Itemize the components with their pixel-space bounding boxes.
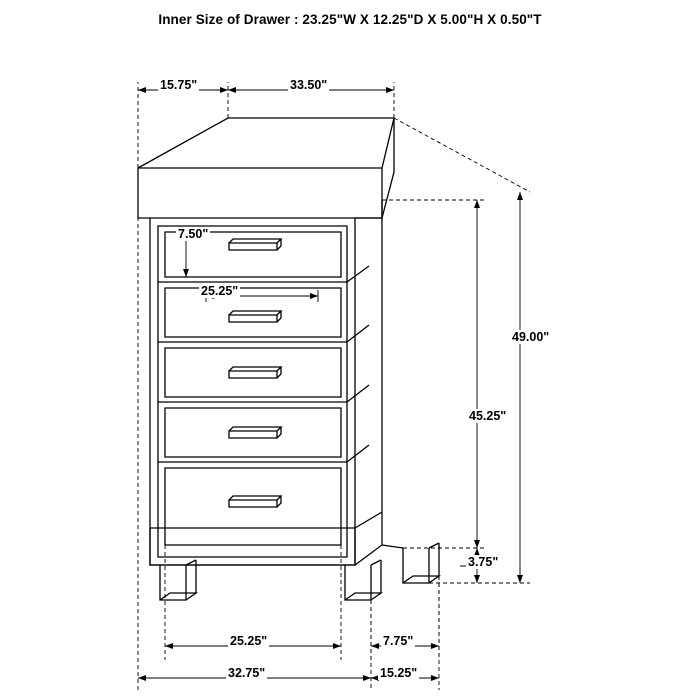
drawer-divider-1-side xyxy=(347,266,369,282)
drawer-pull-2 xyxy=(229,315,277,322)
dim-label-drawer-face-height: 7.50" xyxy=(178,227,209,241)
dim-label-side-depth-bottom: 7.75" xyxy=(383,634,414,648)
ext-49-top xyxy=(394,118,530,192)
arrow-45-bottom xyxy=(474,540,480,548)
drawer-pull-3 xyxy=(229,371,277,378)
drawer-divider-4-side xyxy=(347,445,369,462)
dim-label-total-height: 49.00" xyxy=(512,330,550,344)
dim-label-width-top: 33.50" xyxy=(290,78,328,92)
dim-label-overall-depth: 15.25" xyxy=(380,666,418,680)
drawer-face-4 xyxy=(165,408,341,457)
arrow-7-75-left xyxy=(371,643,379,649)
arrow-33-50-left xyxy=(228,87,236,93)
leg-front-left xyxy=(160,565,186,600)
arrow-3-75-bottom xyxy=(474,575,480,583)
arrow-15-75-left xyxy=(138,87,146,93)
drawer-face-3 xyxy=(165,348,341,397)
chest-base-rail-side-top xyxy=(355,512,382,528)
dimension-lines xyxy=(138,82,530,690)
arrow-49-top xyxy=(517,192,523,200)
arrow-49-bottom xyxy=(517,575,523,583)
arrow-25-25-bottom-left xyxy=(165,643,173,649)
drawer-divider-2-side xyxy=(347,325,369,342)
arrow-7-75-right xyxy=(431,643,439,649)
leg-front-right-foot xyxy=(345,593,381,600)
dim-label-leg-height: 3.75" xyxy=(468,555,499,569)
chest-base-rail xyxy=(150,528,355,565)
dim-label-depth-top: 15.75" xyxy=(160,78,198,92)
dim-label-bottom-drawer-width: 25.25" xyxy=(230,634,268,648)
leg-rear-right-top-edge xyxy=(429,543,439,548)
drawer-pull-5 xyxy=(229,500,277,507)
leg-rear-right xyxy=(403,548,429,583)
arrow-15-25-right xyxy=(431,675,439,681)
arrow-25-25-bottom-right xyxy=(333,643,341,649)
arrow-25-25-upper-right xyxy=(310,293,318,299)
chest-top-edge-lines xyxy=(138,118,394,168)
dim-label-drawer-width: 25.25" xyxy=(201,284,239,298)
drawer-divider-3-side xyxy=(347,385,369,402)
leg-front-right xyxy=(345,565,371,600)
leg-front-right-top-edge xyxy=(371,560,381,565)
arrow-45-top xyxy=(474,200,480,208)
base-rear-connector xyxy=(382,545,403,548)
drawer-pull-1 xyxy=(229,243,277,250)
chest-front-case xyxy=(150,218,355,565)
dim-label-case-height: 45.25" xyxy=(469,409,507,423)
page-title: Inner Size of Drawer : 23.25"W X 12.25"D X 5.00"H X 0.50"T xyxy=(158,12,542,27)
arrow-32-75-left xyxy=(138,675,146,681)
arrow-15-75-right xyxy=(220,87,228,93)
dim-label-overall-width: 32.75" xyxy=(228,666,266,680)
drawer-pull-4 xyxy=(229,431,277,438)
arrow-7-50-bottom xyxy=(183,269,189,277)
leg-front-left-top-edge xyxy=(186,560,196,565)
arrow-32-75-right xyxy=(363,675,371,681)
leg-rear-right-foot xyxy=(403,576,439,583)
chest-side-top-transition xyxy=(355,200,382,218)
arrow-33-50-right xyxy=(386,87,394,93)
chest-side-case xyxy=(355,218,382,565)
